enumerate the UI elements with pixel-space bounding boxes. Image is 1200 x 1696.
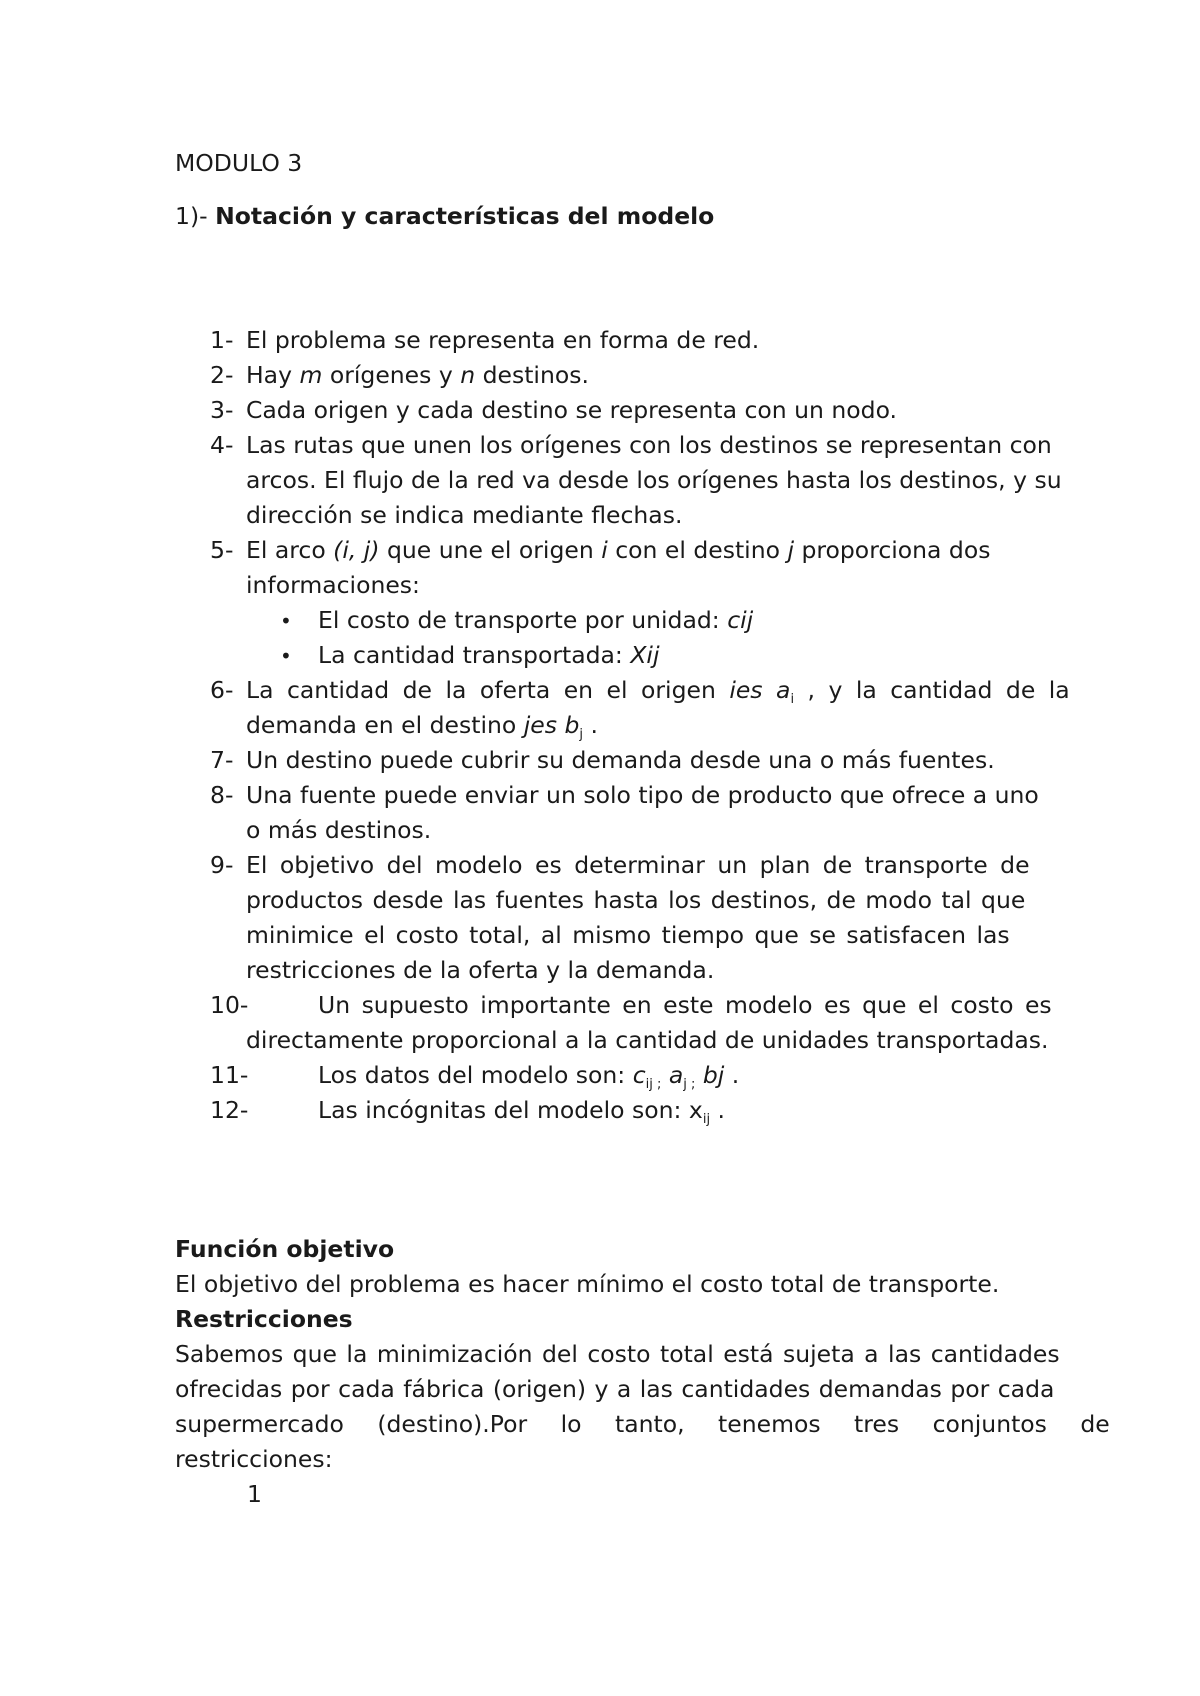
list-item-text: Los datos del modelo son: $c_{ij ;}$ $a_{j ;}$ bj . <box>318 1061 740 1092</box>
restrictions-text: restricciones: <box>175 1445 333 1473</box>
list-item-text: demanda en el destino jes $b_j$ . <box>246 711 598 742</box>
list-item-text: Un destino puede cubrir su demanda desde una o más fuentes. <box>246 746 995 774</box>
module-title: MODULO 3 <box>175 149 303 177</box>
list-item-text: El problema se representa en forma de red. <box>246 326 760 354</box>
bullet-icon: • <box>280 609 292 633</box>
objective-heading: Función objetivo <box>175 1235 395 1263</box>
list-item-number: 6- <box>210 676 234 704</box>
list-item-number: 9- <box>210 851 234 879</box>
section-title: Notación y características del modelo <box>215 202 715 230</box>
list-item-text: o más destinos. <box>246 816 432 844</box>
list-item-number: 12- <box>210 1096 249 1124</box>
restrictions-text: supermercado (destino).Por lo tanto, tenemos tres conjuntos de <box>175 1410 1110 1438</box>
list-item-text: productos desde las fuentes hasta los destinos, de modo tal que <box>246 886 1026 914</box>
list-item-text: El objetivo del modelo es determinar un plan de transporte de <box>246 851 1030 879</box>
list-item-text: La cantidad de la oferta en el origen ies $a_i$ , y la cantidad de la <box>246 676 1070 707</box>
list-item-text: arcos. El flujo de la red va desde los orígenes hasta los destinos, y su <box>246 466 1062 494</box>
list-item-number: 3- <box>210 396 234 424</box>
list-item-number: 2- <box>210 361 234 389</box>
list-item-text: Una fuente puede enviar un solo tipo de producto que ofrece a uno <box>246 781 1039 809</box>
list-item-text: El arco (i, j) que une el origen i con el destino j proporciona dos <box>246 536 991 564</box>
list-item-text: restricciones de la oferta y la demanda. <box>246 956 715 984</box>
bullet-icon: • <box>280 644 292 668</box>
restrictions-heading: Restricciones <box>175 1305 353 1333</box>
list-item-text: directamente proporcional a la cantidad de unidades transportadas. <box>246 1026 1049 1054</box>
section-heading <box>175 202 715 230</box>
restrictions-text: ofrecidas por cada fábrica (origen) y a las cantidades demandas por cada <box>175 1375 1055 1403</box>
bullet-item-text: La cantidad transportada: Xij <box>318 641 660 669</box>
list-item-text: Cada origen y cada destino se representa con un nodo. <box>246 396 898 424</box>
list-item-number: 5- <box>210 536 234 564</box>
page-number: 1 <box>247 1480 262 1508</box>
bullet-item-text: El costo de transporte por unidad: cij <box>318 606 754 634</box>
list-item-text: minimice el costo total, al mismo tiempo que se satisfacen las <box>246 921 1010 949</box>
objective-text: El objetivo del problema es hacer mínimo el costo total de transporte. <box>175 1270 1000 1298</box>
list-item-number: 10- <box>210 991 249 1019</box>
list-item-number: 1- <box>210 326 234 354</box>
list-item-number: 8- <box>210 781 234 809</box>
restrictions-text: Sabemos que la minimización del costo total está sujeta a las cantidades <box>175 1340 1060 1368</box>
list-item-text: dirección se indica mediante flechas. <box>246 501 683 529</box>
list-item-text: Las incógnitas del modelo son: $x_{ij}$ . <box>318 1096 726 1127</box>
list-item-text: Hay m orígenes y n destinos. <box>246 361 589 389</box>
list-item-text: Un supuesto importante en este modelo es que el costo es <box>318 991 1052 1019</box>
list-item-number: 7- <box>210 746 234 774</box>
list-item-text: informaciones: <box>246 571 420 599</box>
list-item-number: 11- <box>210 1061 249 1089</box>
list-item-number: 4- <box>210 431 234 459</box>
list-item-text: Las rutas que unen los orígenes con los destinos se representan con <box>246 431 1052 459</box>
section-number: 1)- <box>175 202 216 230</box>
